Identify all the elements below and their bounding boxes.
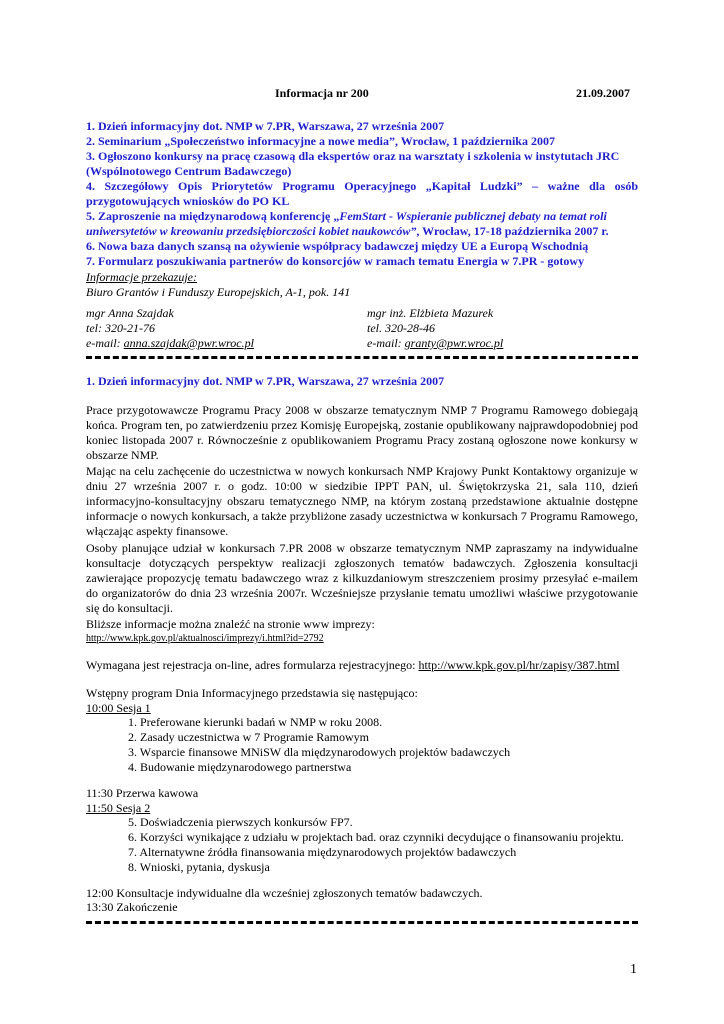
contact-office: Biuro Grantów i Funduszy Europejskich, A-1, pok. 141: [86, 285, 351, 299]
toc-item-5-prefix: 5. Zaproszenie na międzynarodową konferencję „: [86, 209, 340, 223]
contact-2-name: mgr inż. Elżbieta Mazurek: [367, 306, 494, 320]
section-1-heading: 1. Dzień informacyjny dot. NMP w 7.PR, Warszawa, 27 września 2007: [86, 374, 445, 388]
toc-item-4: 4. Szczegółowy Opis Priorytetów Programu Operacyjnego „Kapitał Ludzki” – ważne dla osób: [86, 179, 638, 193]
session-1-item: 1. Preferowane kierunki badań w NMP w roku 2008.: [128, 715, 383, 729]
more-info-link[interactable]: http://www.kpk.gov.pl/aktualnosci/imprezy/i.html?id=2792: [86, 633, 324, 644]
program-intro: Wstępny program Dnia Informacyjnego przedstawia się następująco:: [86, 686, 418, 700]
contact-1-name: mgr Anna Szajdak: [86, 306, 174, 320]
session-1-item: 3. Wsparcie finansowe MNiSW dla międzynarodowych projektów badawczych: [128, 745, 511, 759]
session-2-item: 8. Wnioski, pytania, dyskusja: [128, 860, 270, 874]
more-info-text: Bliższe informacje można znaleźć na stronie www imprezy:: [86, 617, 375, 631]
contact-1-email-link[interactable]: anna.szajdak@pwr.wroc.pl: [123, 336, 254, 350]
contact-2-tel: tel. 320-28-46: [367, 321, 435, 335]
registration-link[interactable]: http://www.kpk.gov.pl/hr/zapisy/387.html: [418, 658, 620, 672]
contact-1-email-label: e-mail:: [86, 336, 124, 350]
toc-item-2: 2. Seminarium „Społeczeństwo informacyjne a nowe media”, Wrocław, 1 października 2007: [86, 134, 555, 148]
toc-item-5-cont: [86, 224, 609, 239]
info-title: Informacja nr 200: [275, 86, 369, 100]
closing-line: 13:30 Zakończenie: [86, 900, 178, 914]
toc-item-3: 3. Ogłoszono konkursy na pracę czasową dla ekspertów oraz na warsztaty i szkolenia w instytutach JRC: [86, 149, 620, 163]
contact-heading: Informacje przekazuje:: [86, 270, 197, 284]
session-2-label: 11:50 Sesja 2: [86, 801, 151, 815]
section-1-paragraph-3: Osoby planujące udział w konkursach 7.PR 2008 w obszarze tematycznym NMP zapraszamy na indywidualne konsultacje dotyczących perspektyw realizacji zgłoszonych tematów badawczych. Zgłoszenia konsultacji zawierające propozycję tematu badawczego wraz z kilkuzdaniowym streszczeniem prosimy przesyłać e-mailem do organizatorów do dnia 23 września 2007r. Wcześniejsze przysłanie tematu umożliwi właściwe przygotowanie się do konsultacji.: [86, 541, 638, 615]
toc-item-6: 6. Nowa baza danych szansą na ożywienie współpracy badawczej między UE a Europą Wschodnią: [86, 239, 589, 253]
toc-item-3-cont: (Wspólnotowego Centrum Badawczego): [86, 164, 292, 178]
toc-item-7: 7. Formularz poszukiwania partnerów do konsorcjów w ramach tematu Energia w 7.PR - gotowy: [86, 254, 585, 268]
contact-1-tel: tel: 320-21-76: [86, 321, 155, 335]
session-2-item: 5. Doświadczenia pierwszych konkursów FP7.: [128, 815, 353, 829]
toc-item-5-title: FemStart - Wspieranie publicznej debaty na temat roli: [339, 209, 607, 223]
page-number: 1: [630, 962, 637, 977]
contact-2-email-label: e-mail:: [367, 336, 405, 350]
toc-item-5-suffix: , Wrocław, 17-18 października 2007 r.: [416, 224, 609, 238]
session-1-item: 4. Budowanie międzynarodowego partnerstwa: [128, 760, 352, 774]
toc-item-4-cont: przygotowujących wniosków do PO KL: [86, 194, 290, 208]
section-divider: [86, 356, 638, 359]
session-2-item: 7. Alternatywne źródła finansowania międzynarodowych projektów badawczych: [128, 845, 517, 859]
contact-2-email-row: [367, 336, 503, 351]
toc-item-1: 1. Dzień informacyjny dot. NMP w 7.PR, Warszawa, 27 września 2007: [86, 119, 445, 133]
section-divider: [86, 921, 638, 924]
registration-row: [86, 658, 620, 673]
info-date: 21.09.2007: [576, 86, 630, 100]
session-2-item: 6. Korzyści wynikające z udziału w projektach bad. oraz czynniki decydujące o finansowaniu projektu.: [128, 830, 624, 844]
section-1-paragraph-2: Mając na celu zachęcenie do uczestnictwa w nowych konkursach NMP Krajowy Punkt Kontaktowy organizuje w dniu 27 września 2007 r. o godz. 10:00 w siedzibie IPPT PAN, ul. Świętokrzyska 21, sala 110, dzień informacyjno-konsultacyjny obszaru tematycznego NMP, na którym zostaną przedstawione aktualnie dostępne informacje o nowych konkursach, a także przybliżone zasady uczestnictwa w konkursach 7 Programu Ramowego, włączając aspekty finansowe.: [86, 464, 638, 538]
contact-1-email-row: [86, 336, 254, 351]
contact-2-email-link[interactable]: granty@pwr.wroc.pl: [404, 336, 504, 350]
consultations-line: 12:00 Konsultacje indywidualne dla wcześniej zgłoszonych tematów badawczych.: [86, 886, 483, 900]
section-1-paragraph-1: Prace przygotowawcze Programu Pracy 2008 w obszarze tematycznym NMP 7 Programu Ramowego dobiegają końca. Program ten, po zatwierdzeniu przez Komisję Europejską, zostanie opublikowany najprawdopodobniej pod koniec listopada 2007 r. Równocześnie z opublikowaniem Programu Pracy zostaną ogłoszone nowe konkursy w obszarze NMP.: [86, 403, 638, 462]
session-1-label: 10:00 Sesja 1: [86, 701, 151, 715]
registration-text: Wymagana jest rejestracja on-line, adres formularza rejestracyjnego:: [86, 658, 419, 672]
toc-item-5-title-cont: uniwersytetów w kreowaniu przedsiębiorczości kobiet naukowców”: [86, 224, 417, 238]
session-1-item: 2. Zasady uczestnictwa w 7 Programie Ramowym: [128, 730, 369, 744]
toc-item-5: [86, 209, 638, 224]
coffee-break: 11:30 Przerwa kawowa: [86, 786, 199, 800]
